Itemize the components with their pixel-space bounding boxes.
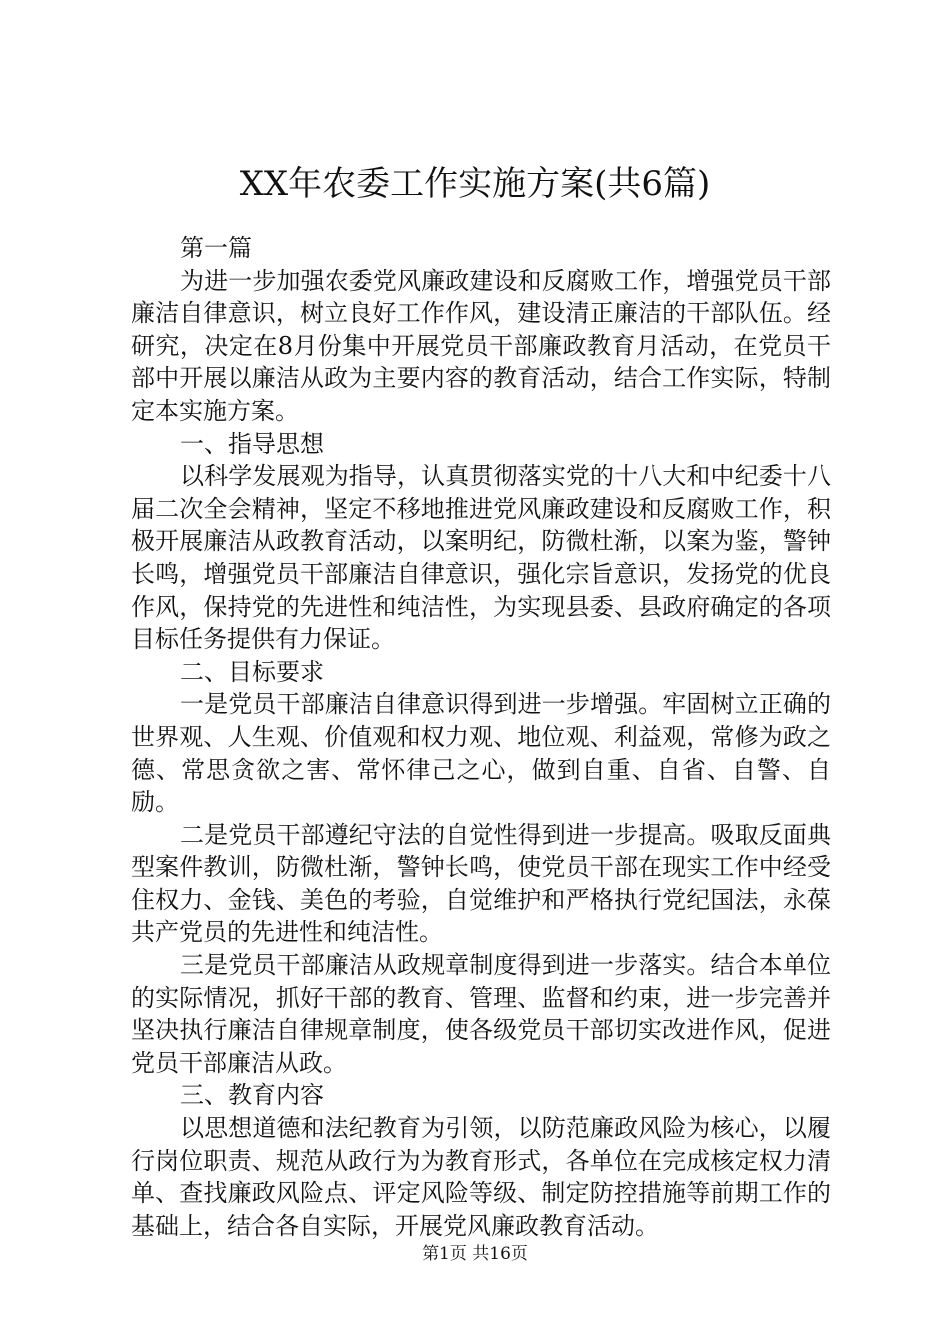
paragraph: 以思想道德和法纪教育为引领，以防范廉政风险为核心，以履行岗位职责、规范从政行为为教育形式，各单位在完成核定权力清单、查找廉政风险点、评定风险等级、制定防控措施等前期工作的基础上，结合各自实际，开展党风廉政教育活动。 bbox=[131, 1114, 831, 1240]
document-body bbox=[131, 232, 831, 1242]
section-heading: 一、指导思想 bbox=[180, 429, 324, 458]
page-number-footer: 第1页 共16页 bbox=[422, 1244, 528, 1264]
document-title: XX年农委工作实施方案(共6篇) bbox=[239, 164, 711, 204]
paragraph: 二是党员干部遵纪守法的自觉性得到进一步提高。吸取反面典型案件教训，防微杜渐，警钟长鸣，使党员干部在现实工作中经受住权力、金钱、美色的考验，自觉维护和严格执行党纪国法，永葆共产党员的先进性和纯洁性。 bbox=[131, 820, 831, 947]
paragraph: 三是党员干部廉洁从政规章制度得到进一步落实。结合本单位的实际情况，抓好干部的教育、管理、监督和约束，进一步完善并坚决执行廉洁自律规章制度，使各级党员干部切实改进作风，促进党员干部廉洁从政。 bbox=[131, 951, 831, 1077]
section-heading: 二、目标要求 bbox=[180, 657, 324, 686]
section-heading: 三、教育内容 bbox=[180, 1081, 324, 1110]
section-label: 第一篇 bbox=[180, 234, 252, 262]
paragraph: 为进一步加强农委党风廉政建设和反腐败工作，增强党员干部廉洁自律意识，树立良好工作作风，建设清正廉洁的干部队伍。经研究，决定在8月份集中开展党员干部廉政教育月活动，在党员干部中开展以廉洁从政为主要内容的教育活动，结合工作实际，特制定本实施方案。 bbox=[131, 266, 831, 425]
paragraph: 以科学发展观为指导，认真贯彻落实党的十八大和中纪委十八届二次全会精神，坚定不移地推进党风廉政建设和反腐败工作，积极开展廉洁从政教育活动，以案明纪，防微杜渐，以案为鉴，警钟长鸣，增强党员干部廉洁自律意识，强化宗旨意识，发扬党的优良作风，保持党的先进性和纯洁性，为实现县委、县政府确定的各项目标任务提供有力保证。 bbox=[131, 462, 831, 654]
paragraph: 一是党员干部廉洁自律意识得到进一步增强。牢固树立正确的世界观、人生观、价值观和权力观、地位观、利益观，常修为政之德、常思贪欲之害、常怀律己之心，做到自重、自省、自警、自励。 bbox=[131, 690, 831, 817]
